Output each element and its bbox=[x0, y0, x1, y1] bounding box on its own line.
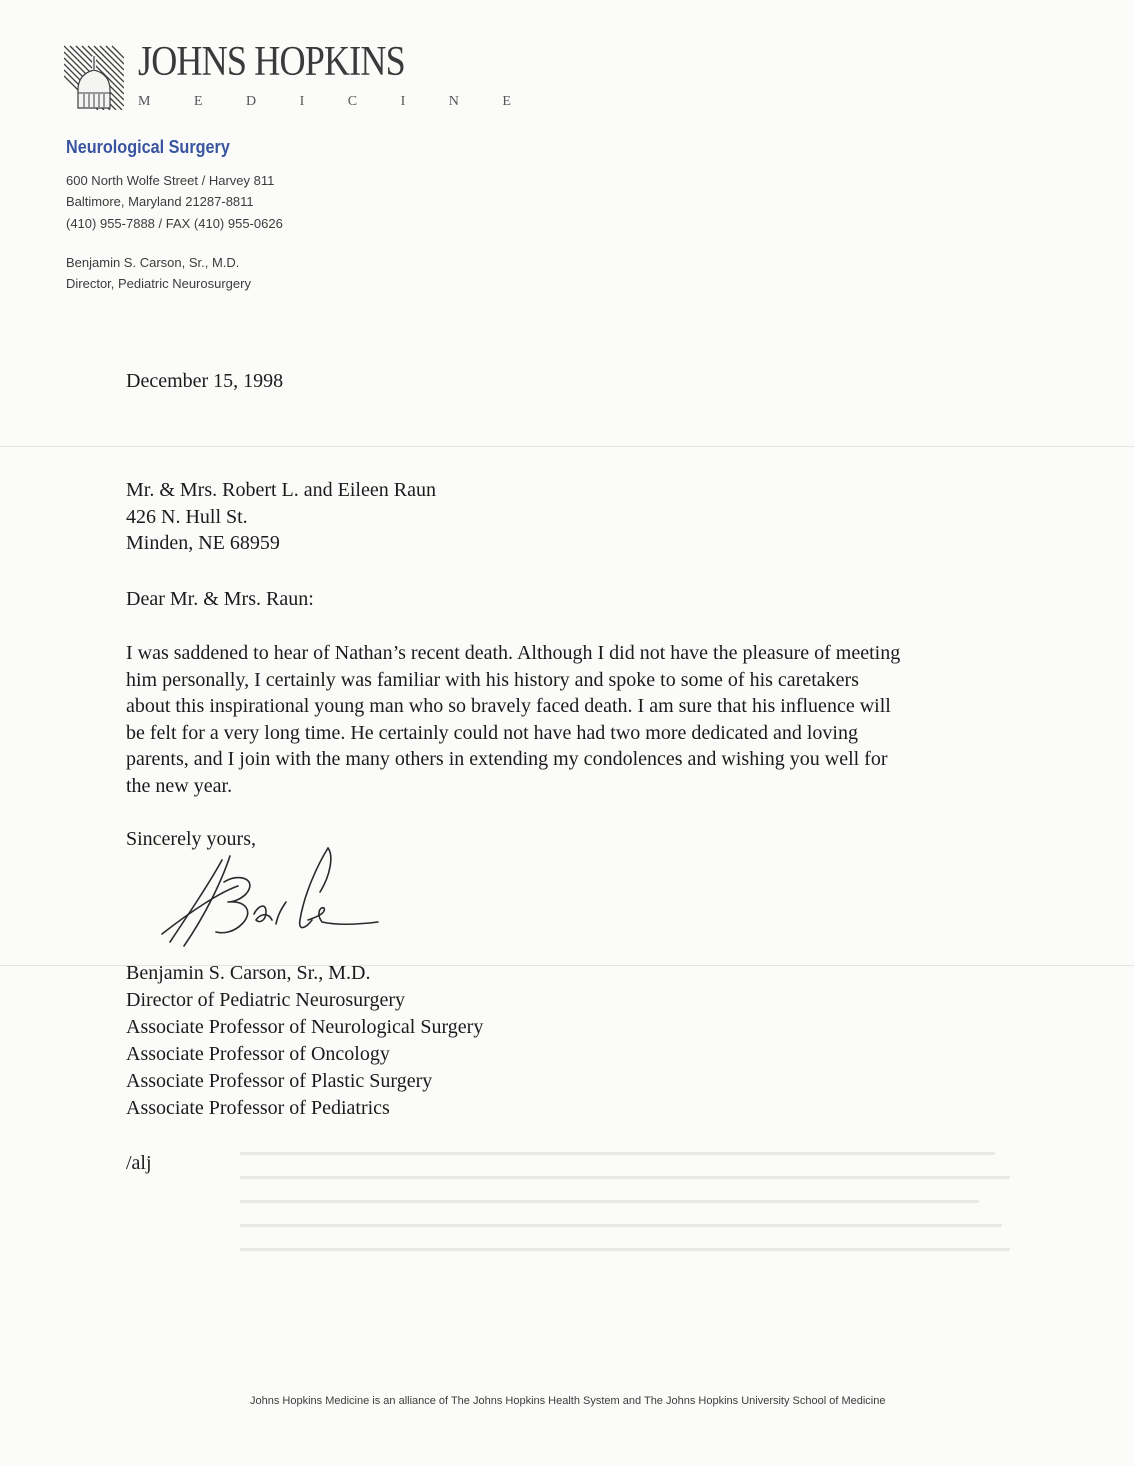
address-line: (410) 955-7888 / FAX (410) 955-0626 bbox=[66, 216, 283, 231]
recipient-line: Mr. & Mrs. Robert L. and Eileen Raun bbox=[126, 479, 436, 501]
footer-note: Johns Hopkins Medicine is an alliance of The Johns Hopkins Health System and The Johns Hopkins University School of Medicine bbox=[250, 1395, 886, 1407]
dome-logo-icon bbox=[64, 44, 124, 110]
salutation: Dear Mr. & Mrs. Raun: bbox=[126, 588, 314, 610]
show-through-text bbox=[240, 1152, 1010, 1292]
letter-date: December 15, 1998 bbox=[126, 370, 284, 392]
closing: Sincerely yours, bbox=[126, 828, 256, 850]
letter-body bbox=[126, 640, 1026, 800]
signature-title: Associate Professor of Oncology bbox=[126, 1043, 390, 1065]
address-line: Baltimore, Maryland 21287-8811 bbox=[66, 194, 254, 209]
body-line: be felt for a very long time. He certainly could not have had two more dedicated and loving bbox=[126, 721, 858, 744]
body-line: the new year. bbox=[126, 774, 233, 797]
signature-name: Benjamin S. Carson, Sr., M.D. bbox=[126, 962, 371, 984]
recipient-line: 426 N. Hull St. bbox=[126, 506, 248, 528]
paper-fold-line bbox=[0, 446, 1134, 447]
body-line: him personally, I certainly was familiar with his history and spoke to some of his caretakers bbox=[126, 668, 859, 691]
sender-title: Director, Pediatric Neurosurgery bbox=[66, 276, 251, 291]
body-line: about this inspirational young man who so bravely faced death. I am sure that his influence will bbox=[126, 695, 891, 718]
body-line: parents, and I join with the many others in extending my condolences and wishing you well for bbox=[126, 748, 888, 771]
brand-subtitle: M E D I C I N E bbox=[138, 94, 531, 109]
signature-title: Director of Pediatric Neurosurgery bbox=[126, 989, 405, 1011]
handwritten-signature bbox=[150, 842, 380, 962]
signature-title: Associate Professor of Pediatrics bbox=[126, 1097, 390, 1119]
address-line: 600 North Wolfe Street / Harvey 811 bbox=[66, 173, 275, 188]
signature-title: Associate Professor of Neurological Surgery bbox=[126, 1016, 484, 1038]
department-heading: Neurological Surgery bbox=[66, 137, 230, 157]
body-line: I was saddened to hear of Nathan’s recent death. Although I did not have the pleasure of meeting bbox=[126, 642, 901, 664]
sender-name: Benjamin S. Carson, Sr., M.D. bbox=[66, 255, 240, 270]
typist-initials: /alj bbox=[126, 1152, 152, 1174]
brand-title: JOHNS HOPKINS bbox=[138, 39, 405, 85]
recipient-line: Minden, NE 68959 bbox=[126, 532, 280, 554]
signature-title: Associate Professor of Plastic Surgery bbox=[126, 1070, 433, 1092]
